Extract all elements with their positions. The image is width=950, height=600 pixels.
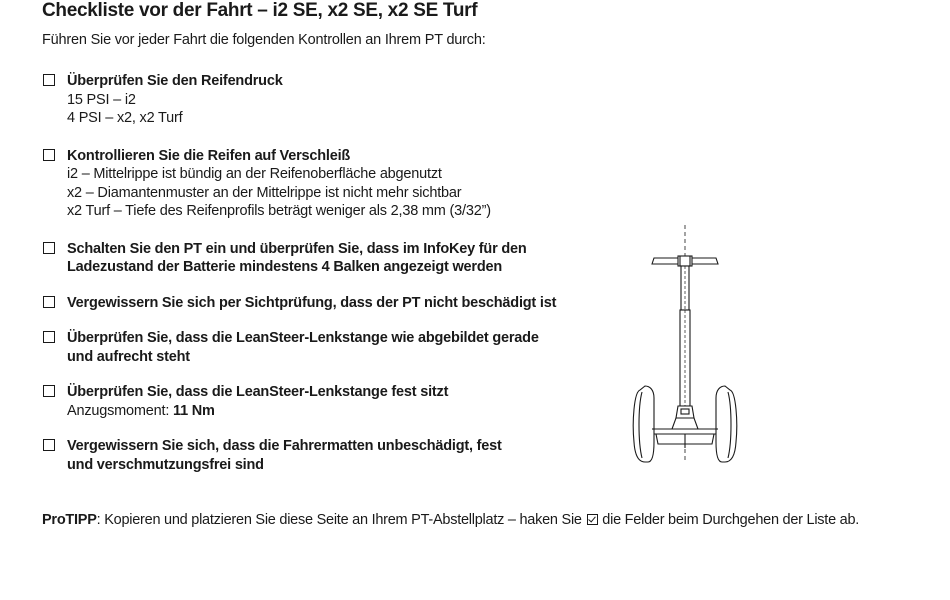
checklist-item-detail: 15 PSI – i2	[67, 91, 136, 108]
protip-text-before: : Kopieren und platzieren Sie diese Seite an Ihrem PT-Abstellplatz – haken Sie	[96, 512, 586, 528]
checklist-item-detail: x2 Turf – Tiefe des Reifenprofils beträgt weniger als 2,38 mm (3/32”)	[67, 203, 491, 219]
checkbox[interactable]	[43, 439, 55, 451]
checkbox[interactable]	[43, 74, 55, 86]
intro-text: Führen Sie vor jeder Fahrt die folgenden Kontrollen an Ihrem PT durch:	[42, 32, 486, 48]
pre-ride-checklist	[42, 72, 582, 492]
checklist-item-detail: i2 – Mittelrippe ist bündig an der Reifenoberfläche abgenutzt	[67, 166, 442, 182]
page-title: Checkliste vor der Fahrt – i2 SE, x2 SE, x2 SE Turf	[42, 0, 478, 21]
checkbox[interactable]	[43, 242, 55, 254]
checklist-item-battery	[42, 240, 582, 277]
checkbox[interactable]	[43, 331, 55, 343]
checklist-item-label: Überprüfen Sie den Reifendruck	[67, 73, 283, 89]
checkbox[interactable]	[43, 149, 55, 161]
checkbox[interactable]	[43, 385, 55, 397]
checklist-item-detail: 4 PSI – x2, x2 Turf	[67, 110, 183, 126]
checklist-item-label: Vergewissern Sie sich per Sichtprüfung, dass der PT nicht beschädigt ist	[67, 294, 557, 311]
torque-label: Anzugsmoment:	[67, 402, 173, 419]
protip-text-after: die Felder beim Durchgehen der Liste ab.	[598, 512, 860, 528]
checklist-item-visual-inspection	[42, 294, 582, 313]
checklist-item-label: Überprüfen Sie, dass die LeanSteer-Lenkstange wie abgebildet gerade und aufrecht steht	[67, 330, 539, 365]
checklist-item-rider-mats	[42, 437, 582, 474]
checklist-item-label: Vergewissern Sie sich, dass die Fahrermatten unbeschädigt, fest und verschmutzungsfrei sind	[67, 438, 502, 473]
checklist-item-handlebar-tight	[42, 383, 582, 420]
protip-text	[42, 511, 859, 529]
checklist-item-detail: x2 – Diamantenmuster an der Mittelrippe ist nicht mehr sichtbar	[67, 184, 462, 201]
checklist-item-label: Überprüfen Sie, dass die LeanSteer-Lenkstange fest sitzt	[67, 384, 449, 400]
checklist-item-label: Kontrollieren Sie die Reifen auf Verschleiß	[67, 147, 351, 164]
checklist-item-detail	[67, 402, 582, 421]
torque-value: 11 Nm	[173, 402, 215, 419]
protip-label: ProTIPP	[42, 512, 97, 528]
checklist-item-handlebar-upright	[42, 329, 582, 366]
segway-front-view-icon	[628, 222, 744, 466]
checked-box-icon	[587, 514, 598, 525]
checklist-item-tire-wear	[42, 147, 582, 221]
checkbox[interactable]	[43, 296, 55, 308]
checklist-item-tire-pressure	[42, 72, 582, 128]
checklist-item-label: Schalten Sie den PT ein und überprüfen Sie, dass im InfoKey für den Ladezustand der Batterie mindestens 4 Balken angezeigt werden	[67, 240, 527, 275]
